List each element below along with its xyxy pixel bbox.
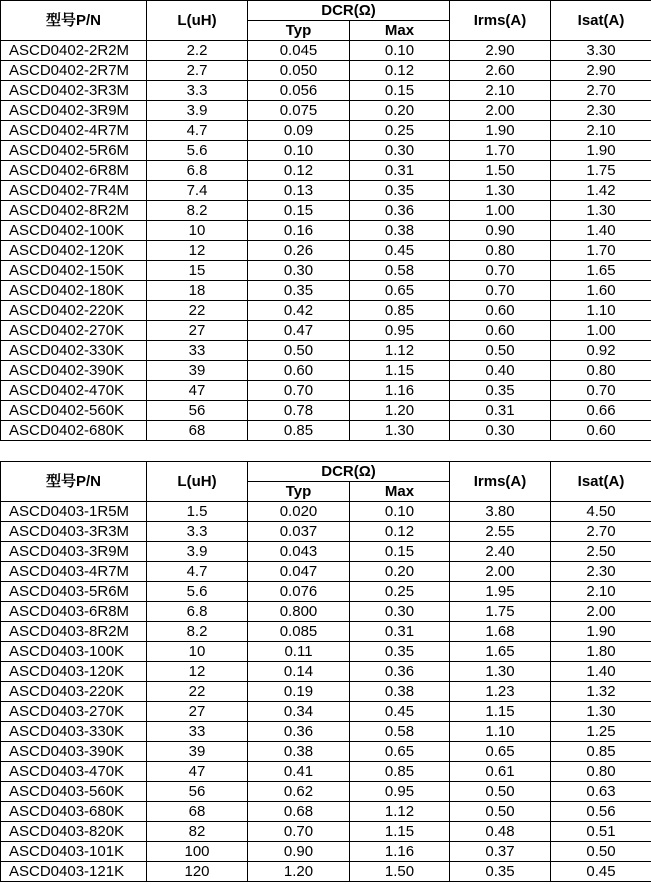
- cell-part-number: ASCD0402-100K: [1, 221, 147, 241]
- cell-inductance: 15: [147, 261, 248, 281]
- cell-dcr-typ: 0.85: [248, 421, 350, 441]
- cell-dcr-typ: 0.14: [248, 662, 350, 682]
- table-row: [1, 361, 651, 381]
- cell-isat: 0.70: [551, 381, 651, 401]
- cell-dcr-typ: 0.62: [248, 782, 350, 802]
- cell-inductance: 5.6: [147, 582, 248, 602]
- cell-dcr-max: 1.16: [350, 381, 450, 401]
- table-row: [1, 41, 651, 61]
- cell-dcr-max: 0.10: [350, 41, 450, 61]
- cell-part-number: ASCD0403-3R3M: [1, 522, 147, 542]
- cell-dcr-max: 0.36: [350, 201, 450, 221]
- cell-dcr-max: 0.12: [350, 522, 450, 542]
- cell-irms: 1.10: [450, 722, 551, 742]
- cell-isat: 1.90: [551, 141, 651, 161]
- cell-irms: 1.50: [450, 161, 551, 181]
- cell-part-number: ASCD0403-101K: [1, 842, 147, 862]
- cell-dcr-max: 0.30: [350, 602, 450, 622]
- cell-dcr-max: 0.85: [350, 301, 450, 321]
- cell-dcr-max: 0.31: [350, 161, 450, 181]
- cell-irms: 0.40: [450, 361, 551, 381]
- header-dcr-typ: Typ: [248, 482, 350, 502]
- cell-inductance: 10: [147, 221, 248, 241]
- cell-dcr-max: 0.85: [350, 762, 450, 782]
- cell-inductance: 6.8: [147, 602, 248, 622]
- table-row: [1, 502, 651, 522]
- cell-isat: 0.63: [551, 782, 651, 802]
- cell-dcr-max: 1.12: [350, 341, 450, 361]
- cell-isat: 1.65: [551, 261, 651, 281]
- cell-irms: 0.50: [450, 782, 551, 802]
- cell-dcr-max: 0.25: [350, 582, 450, 602]
- table-row: [1, 842, 651, 862]
- cell-inductance: 39: [147, 742, 248, 762]
- cell-inductance: 3.9: [147, 542, 248, 562]
- cell-inductance: 47: [147, 381, 248, 401]
- header-irms: Irms(A): [450, 1, 551, 41]
- cell-irms: 0.60: [450, 321, 551, 341]
- cell-irms: 1.70: [450, 141, 551, 161]
- table-row: [1, 201, 651, 221]
- spec-table-ascd0402: [0, 0, 651, 441]
- cell-irms: 0.65: [450, 742, 551, 762]
- table-row: [1, 301, 651, 321]
- cell-dcr-max: 0.10: [350, 502, 450, 522]
- cell-dcr-max: 0.20: [350, 562, 450, 582]
- cell-part-number: ASCD0402-2R7M: [1, 61, 147, 81]
- cell-part-number: ASCD0402-680K: [1, 421, 147, 441]
- cell-dcr-typ: 0.13: [248, 181, 350, 201]
- cell-part-number: ASCD0403-100K: [1, 642, 147, 662]
- cell-dcr-max: 0.65: [350, 742, 450, 762]
- table-row: [1, 742, 651, 762]
- cell-dcr-max: 0.30: [350, 141, 450, 161]
- cell-isat: 0.92: [551, 341, 651, 361]
- cell-part-number: ASCD0402-220K: [1, 301, 147, 321]
- cell-inductance: 120: [147, 862, 248, 882]
- table-row: [1, 782, 651, 802]
- cell-dcr-typ: 0.70: [248, 381, 350, 401]
- cell-inductance: 2.2: [147, 41, 248, 61]
- cell-irms: 1.90: [450, 121, 551, 141]
- cell-isat: 1.30: [551, 702, 651, 722]
- cell-isat: 2.00: [551, 602, 651, 622]
- cell-irms: 1.68: [450, 622, 551, 642]
- cell-part-number: ASCD0402-3R3M: [1, 81, 147, 101]
- cell-inductance: 27: [147, 321, 248, 341]
- header-dcr-max: Max: [350, 482, 450, 502]
- table-row: [1, 602, 651, 622]
- cell-dcr-max: 0.35: [350, 181, 450, 201]
- header-inductance: L(uH): [147, 1, 248, 41]
- cell-inductance: 8.2: [147, 622, 248, 642]
- cell-dcr-max: 0.36: [350, 662, 450, 682]
- cell-inductance: 56: [147, 401, 248, 421]
- header-dcr-max: Max: [350, 21, 450, 41]
- cell-dcr-typ: 0.085: [248, 622, 350, 642]
- cell-dcr-max: 0.31: [350, 622, 450, 642]
- cell-inductance: 82: [147, 822, 248, 842]
- cell-dcr-typ: 0.60: [248, 361, 350, 381]
- cell-irms: 0.30: [450, 421, 551, 441]
- cell-inductance: 1.5: [147, 502, 248, 522]
- cell-part-number: ASCD0403-4R7M: [1, 562, 147, 582]
- cell-irms: 0.37: [450, 842, 551, 862]
- cell-dcr-typ: 0.037: [248, 522, 350, 542]
- table-row: [1, 81, 651, 101]
- cell-isat: 1.25: [551, 722, 651, 742]
- cell-part-number: ASCD0402-4R7M: [1, 121, 147, 141]
- cell-dcr-typ: 0.09: [248, 121, 350, 141]
- cell-isat: 2.30: [551, 101, 651, 121]
- cell-dcr-max: 0.65: [350, 281, 450, 301]
- table-row: [1, 762, 651, 782]
- cell-part-number: ASCD0403-390K: [1, 742, 147, 762]
- cell-dcr-typ: 0.075: [248, 101, 350, 121]
- cell-part-number: ASCD0402-180K: [1, 281, 147, 301]
- cell-inductance: 7.4: [147, 181, 248, 201]
- cell-part-number: ASCD0403-3R9M: [1, 542, 147, 562]
- cell-isat: 2.70: [551, 522, 651, 542]
- cell-isat: 1.40: [551, 221, 651, 241]
- cell-isat: 2.30: [551, 562, 651, 582]
- cell-part-number: ASCD0402-8R2M: [1, 201, 147, 221]
- cell-inductance: 47: [147, 762, 248, 782]
- cell-dcr-typ: 0.056: [248, 81, 350, 101]
- table-row: [1, 341, 651, 361]
- cell-irms: 2.90: [450, 41, 551, 61]
- cell-dcr-typ: 0.045: [248, 41, 350, 61]
- cell-inductance: 10: [147, 642, 248, 662]
- cell-isat: 0.85: [551, 742, 651, 762]
- cell-dcr-max: 0.15: [350, 81, 450, 101]
- cell-dcr-typ: 0.36: [248, 722, 350, 742]
- cell-inductance: 3.3: [147, 522, 248, 542]
- cell-irms: 0.60: [450, 301, 551, 321]
- cell-dcr-typ: 0.68: [248, 802, 350, 822]
- table-row: [1, 401, 651, 421]
- cell-dcr-typ: 0.043: [248, 542, 350, 562]
- table-row: [1, 822, 651, 842]
- cell-irms: 0.35: [450, 862, 551, 882]
- cell-dcr-max: 0.45: [350, 702, 450, 722]
- header-inductance: L(uH): [147, 462, 248, 502]
- table-row: [1, 161, 651, 181]
- table-row: [1, 181, 651, 201]
- cell-inductance: 33: [147, 341, 248, 361]
- spec-table-ascd0403: [0, 461, 651, 882]
- header-part-number: 型号P/N: [1, 1, 147, 41]
- cell-isat: 2.90: [551, 61, 651, 81]
- cell-part-number: ASCD0403-270K: [1, 702, 147, 722]
- cell-irms: 0.50: [450, 802, 551, 822]
- cell-dcr-max: 0.25: [350, 121, 450, 141]
- table-row: [1, 862, 651, 882]
- cell-part-number: ASCD0402-3R9M: [1, 101, 147, 121]
- cell-isat: 1.75: [551, 161, 651, 181]
- cell-irms: 0.61: [450, 762, 551, 782]
- cell-irms: 0.90: [450, 221, 551, 241]
- cell-part-number: ASCD0403-1R5M: [1, 502, 147, 522]
- cell-isat: 1.30: [551, 201, 651, 221]
- cell-irms: 1.30: [450, 662, 551, 682]
- header-isat: Isat(A): [551, 462, 651, 502]
- cell-inductance: 4.7: [147, 121, 248, 141]
- cell-isat: 2.10: [551, 121, 651, 141]
- table-row: [1, 101, 651, 121]
- header-dcr: DCR(Ω): [248, 462, 450, 482]
- cell-inductance: 22: [147, 682, 248, 702]
- cell-part-number: ASCD0402-120K: [1, 241, 147, 261]
- cell-isat: 0.51: [551, 822, 651, 842]
- cell-inductance: 12: [147, 241, 248, 261]
- cell-part-number: ASCD0403-6R8M: [1, 602, 147, 622]
- cell-isat: 0.60: [551, 421, 651, 441]
- table-row: [1, 802, 651, 822]
- cell-dcr-typ: 0.076: [248, 582, 350, 602]
- cell-part-number: ASCD0403-560K: [1, 782, 147, 802]
- cell-dcr-typ: 0.38: [248, 742, 350, 762]
- cell-part-number: ASCD0402-7R4M: [1, 181, 147, 201]
- cell-inductance: 12: [147, 662, 248, 682]
- cell-irms: 0.35: [450, 381, 551, 401]
- cell-isat: 2.10: [551, 582, 651, 602]
- cell-irms: 1.65: [450, 642, 551, 662]
- table-row: [1, 121, 651, 141]
- header-irms: Irms(A): [450, 462, 551, 502]
- cell-dcr-max: 0.45: [350, 241, 450, 261]
- cell-dcr-typ: 0.35: [248, 281, 350, 301]
- cell-inductance: 2.7: [147, 61, 248, 81]
- header-dcr: DCR(Ω): [248, 1, 450, 21]
- table-body: [1, 502, 651, 882]
- cell-part-number: ASCD0402-330K: [1, 341, 147, 361]
- cell-isat: 0.56: [551, 802, 651, 822]
- cell-dcr-typ: 0.11: [248, 642, 350, 662]
- cell-isat: 2.50: [551, 542, 651, 562]
- table-row: [1, 582, 651, 602]
- cell-dcr-max: 0.58: [350, 261, 450, 281]
- table-row: [1, 562, 651, 582]
- cell-inductance: 6.8: [147, 161, 248, 181]
- cell-dcr-typ: 0.78: [248, 401, 350, 421]
- table-row: [1, 421, 651, 441]
- cell-isat: 0.80: [551, 762, 651, 782]
- cell-irms: 3.80: [450, 502, 551, 522]
- cell-isat: 1.90: [551, 622, 651, 642]
- table-row: [1, 141, 651, 161]
- cell-dcr-typ: 0.34: [248, 702, 350, 722]
- cell-inductance: 39: [147, 361, 248, 381]
- cell-inductance: 27: [147, 702, 248, 722]
- cell-dcr-max: 0.38: [350, 221, 450, 241]
- cell-part-number: ASCD0403-820K: [1, 822, 147, 842]
- cell-irms: 0.70: [450, 261, 551, 281]
- cell-dcr-typ: 0.047: [248, 562, 350, 582]
- table-row: [1, 702, 651, 722]
- cell-part-number: ASCD0403-330K: [1, 722, 147, 742]
- table-body: [1, 41, 651, 441]
- cell-dcr-max: 1.15: [350, 822, 450, 842]
- cell-inductance: 56: [147, 782, 248, 802]
- cell-part-number: ASCD0402-5R6M: [1, 141, 147, 161]
- header-isat: Isat(A): [551, 1, 651, 41]
- cell-dcr-typ: 1.20: [248, 862, 350, 882]
- cell-isat: 1.60: [551, 281, 651, 301]
- cell-part-number: ASCD0403-220K: [1, 682, 147, 702]
- cell-isat: 1.32: [551, 682, 651, 702]
- table-row: [1, 381, 651, 401]
- cell-isat: 1.10: [551, 301, 651, 321]
- cell-dcr-typ: 0.19: [248, 682, 350, 702]
- cell-part-number: ASCD0402-390K: [1, 361, 147, 381]
- cell-dcr-max: 1.15: [350, 361, 450, 381]
- cell-dcr-typ: 0.47: [248, 321, 350, 341]
- cell-dcr-typ: 0.30: [248, 261, 350, 281]
- cell-dcr-typ: 0.50: [248, 341, 350, 361]
- cell-dcr-max: 1.50: [350, 862, 450, 882]
- cell-inductance: 22: [147, 301, 248, 321]
- cell-inductance: 18: [147, 281, 248, 301]
- cell-part-number: ASCD0403-470K: [1, 762, 147, 782]
- cell-inductance: 8.2: [147, 201, 248, 221]
- cell-irms: 0.80: [450, 241, 551, 261]
- cell-dcr-typ: 0.90: [248, 842, 350, 862]
- cell-dcr-max: 1.20: [350, 401, 450, 421]
- header-part-number: 型号P/N: [1, 462, 147, 502]
- cell-dcr-typ: 0.020: [248, 502, 350, 522]
- cell-part-number: ASCD0403-121K: [1, 862, 147, 882]
- cell-dcr-max: 0.95: [350, 321, 450, 341]
- table-row: [1, 662, 651, 682]
- table-row: [1, 622, 651, 642]
- cell-dcr-max: 0.12: [350, 61, 450, 81]
- cell-dcr-max: 0.58: [350, 722, 450, 742]
- table-row: [1, 61, 651, 81]
- cell-dcr-max: 1.12: [350, 802, 450, 822]
- table-row: [1, 221, 651, 241]
- cell-dcr-typ: 0.42: [248, 301, 350, 321]
- cell-part-number: ASCD0403-5R6M: [1, 582, 147, 602]
- cell-irms: 1.00: [450, 201, 551, 221]
- cell-irms: 0.70: [450, 281, 551, 301]
- cell-irms: 1.15: [450, 702, 551, 722]
- cell-inductance: 68: [147, 802, 248, 822]
- cell-dcr-max: 0.15: [350, 542, 450, 562]
- cell-irms: 2.10: [450, 81, 551, 101]
- cell-irms: 2.00: [450, 562, 551, 582]
- table-row: [1, 682, 651, 702]
- cell-inductance: 100: [147, 842, 248, 862]
- cell-inductance: 3.9: [147, 101, 248, 121]
- cell-dcr-max: 0.20: [350, 101, 450, 121]
- cell-isat: 1.42: [551, 181, 651, 201]
- table-row: [1, 722, 651, 742]
- cell-dcr-typ: 0.10: [248, 141, 350, 161]
- cell-part-number: ASCD0402-560K: [1, 401, 147, 421]
- cell-isat: 0.66: [551, 401, 651, 421]
- table-row: [1, 321, 651, 341]
- cell-irms: 2.00: [450, 101, 551, 121]
- cell-inductance: 3.3: [147, 81, 248, 101]
- table-row: [1, 522, 651, 542]
- cell-part-number: ASCD0402-6R8M: [1, 161, 147, 181]
- cell-dcr-max: 0.35: [350, 642, 450, 662]
- cell-isat: 1.70: [551, 241, 651, 261]
- cell-irms: 0.50: [450, 341, 551, 361]
- cell-dcr-max: 0.38: [350, 682, 450, 702]
- cell-isat: 1.40: [551, 662, 651, 682]
- cell-dcr-typ: 0.050: [248, 61, 350, 81]
- cell-dcr-typ: 0.16: [248, 221, 350, 241]
- cell-dcr-max: 0.95: [350, 782, 450, 802]
- cell-part-number: ASCD0403-8R2M: [1, 622, 147, 642]
- cell-dcr-typ: 0.70: [248, 822, 350, 842]
- cell-irms: 1.95: [450, 582, 551, 602]
- cell-dcr-typ: 0.15: [248, 201, 350, 221]
- cell-isat: 0.50: [551, 842, 651, 862]
- cell-irms: 0.48: [450, 822, 551, 842]
- cell-isat: 3.30: [551, 41, 651, 61]
- cell-dcr-typ: 0.41: [248, 762, 350, 782]
- table-row: [1, 241, 651, 261]
- cell-part-number: ASCD0402-270K: [1, 321, 147, 341]
- cell-inductance: 5.6: [147, 141, 248, 161]
- cell-isat: 0.80: [551, 361, 651, 381]
- cell-isat: 1.80: [551, 642, 651, 662]
- cell-part-number: ASCD0403-120K: [1, 662, 147, 682]
- cell-dcr-typ: 0.12: [248, 161, 350, 181]
- cell-dcr-typ: 0.800: [248, 602, 350, 622]
- table-row: [1, 642, 651, 662]
- cell-isat: 4.50: [551, 502, 651, 522]
- cell-inductance: 68: [147, 421, 248, 441]
- cell-part-number: ASCD0403-680K: [1, 802, 147, 822]
- cell-isat: 0.45: [551, 862, 651, 882]
- cell-irms: 1.30: [450, 181, 551, 201]
- cell-irms: 2.60: [450, 61, 551, 81]
- cell-dcr-typ: 0.26: [248, 241, 350, 261]
- cell-irms: 0.31: [450, 401, 551, 421]
- cell-isat: 2.70: [551, 81, 651, 101]
- header-row: [1, 462, 651, 482]
- cell-isat: 1.00: [551, 321, 651, 341]
- cell-dcr-max: 1.30: [350, 421, 450, 441]
- cell-part-number: ASCD0402-470K: [1, 381, 147, 401]
- cell-irms: 1.75: [450, 602, 551, 622]
- header-dcr-typ: Typ: [248, 21, 350, 41]
- cell-irms: 2.55: [450, 522, 551, 542]
- cell-part-number: ASCD0402-150K: [1, 261, 147, 281]
- cell-dcr-max: 1.16: [350, 842, 450, 862]
- cell-part-number: ASCD0402-2R2M: [1, 41, 147, 61]
- table-row: [1, 542, 651, 562]
- table-row: [1, 261, 651, 281]
- table-row: [1, 281, 651, 301]
- cell-irms: 2.40: [450, 542, 551, 562]
- cell-irms: 1.23: [450, 682, 551, 702]
- header-row: [1, 1, 651, 21]
- cell-inductance: 33: [147, 722, 248, 742]
- cell-inductance: 4.7: [147, 562, 248, 582]
